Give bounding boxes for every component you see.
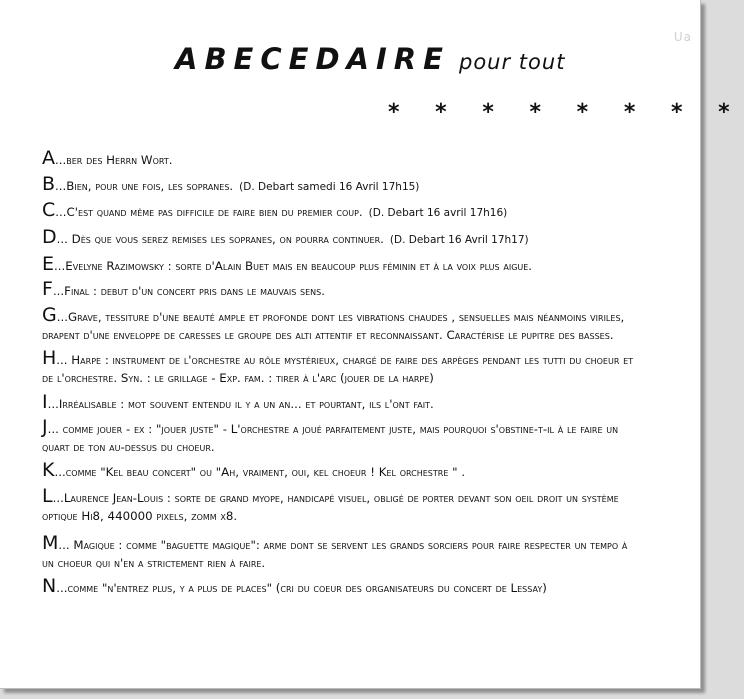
page-title [175, 42, 565, 76]
entry-n [42, 575, 642, 598]
star-divider: * * * * * * * * [388, 100, 744, 125]
entry-text: ...comme "n'entrez plus, y a plus de places" (cri du coeur des organisateurs du concert de Lessay) [56, 581, 547, 596]
entry-text: ...Evelyne Razimowsky : sorte d'Alain Buet mais en beaucoup plus féminin et à la voix plus aigue. [54, 258, 533, 273]
entry-letter: L [42, 485, 53, 508]
entry-note: (D. Debart 16 Avril 17h17) [389, 234, 529, 247]
entry-text: ... Dès que vous serez remises les sopranes, on pourra continuer. [56, 232, 384, 247]
entry-letter: J [42, 416, 48, 439]
entry-c [42, 199, 642, 223]
entry-text: ...Laurence Jean-Louis : sorte de grand myope, handicapé visuel, obligé de porter devant son oeil droit un système optique Hi8, 440000 pixels, zomm x8. [42, 491, 619, 523]
entry-letter: E [42, 252, 55, 275]
corner-mark: Ua [673, 30, 692, 44]
entry-i [42, 390, 642, 414]
entry-k [42, 459, 642, 482]
entry-text: ... Magique : comme "baguette magique": arme dont se servent les grands sorciers pour faire respecter un tempo à un choeur qui n'en a strictement rien à faire. [42, 538, 628, 570]
entry-f [42, 278, 642, 301]
entry-note: (D. Debart 16 avril 17h16) [368, 207, 508, 220]
entry-letter: H [42, 347, 57, 370]
entry-letter: A [42, 147, 55, 169]
entry-list [42, 147, 642, 604]
entry-m [42, 532, 642, 572]
entry-g [42, 304, 642, 344]
entry-h [42, 347, 642, 387]
entry-letter: G [42, 304, 57, 327]
entry-e [42, 252, 642, 276]
entry-letter: N [42, 575, 57, 598]
entry-text: ...Irréalisable : mot souvent entendu il y a un an... et pourtant, ils l'ont fait. [47, 396, 434, 411]
entry-b [42, 172, 642, 197]
entry-a [42, 147, 642, 170]
entry-text: ... Harpe : instrument de l'orchestre au rôle mystérieux, chargé de faire des arpèges pendant les tutti du choeur et de l'orchestre. Syn. : le grillage - Exp. fam. : tirer à l'arc (jouer de la harpe) [42, 353, 634, 385]
entry-letter: D [42, 226, 57, 249]
entry-letter: B [42, 172, 56, 195]
entry-note: (D. Debart samedi 16 Avril 17h15) [239, 180, 420, 193]
entry-d [42, 226, 642, 250]
entry-letter: F [42, 278, 53, 301]
entry-text: ...Grave, tessiture d'une beauté ample et profonde dont les vibrations chaudes , sensuelles mais néanmoins viriles, drapent d'une enveloppe de caresses le groupe des alti attentif et reconnaissant. Caractérise le pupitre des basses. [42, 310, 625, 342]
entry-j [42, 416, 642, 456]
title-subtitle: pour tout [459, 50, 566, 74]
entry-letter: C [42, 199, 56, 222]
entry-text: ...ber des Herrn Wort. [55, 153, 173, 167]
entry-l [42, 485, 642, 525]
entry-text: ...comme "Kel beau concert" ou "Ah, vraiment, oui, kel choeur ! Kel orchestre " . [54, 465, 466, 480]
entry-text: ...Final : debut d'un concert pris dans le mauvais sens. [52, 284, 325, 299]
title-main: ABECEDAIRE [175, 42, 450, 76]
entry-letter: M [42, 532, 59, 555]
entry-text: ... comme jouer - ex : "jouer juste" - L'orchestre a joué parfaitement juste, mais pourquoi s'obstine-t-il à le faire un quart de ton au-dessus du choeur. [42, 422, 619, 454]
entry-text: ...C'est quand même pas difficile de faire bien du premier coup. [55, 205, 363, 220]
entry-letter: I [42, 390, 48, 413]
entry-text: ...Bien, pour une fois, les sopranes. [55, 178, 234, 193]
entry-letter: K [42, 459, 55, 482]
